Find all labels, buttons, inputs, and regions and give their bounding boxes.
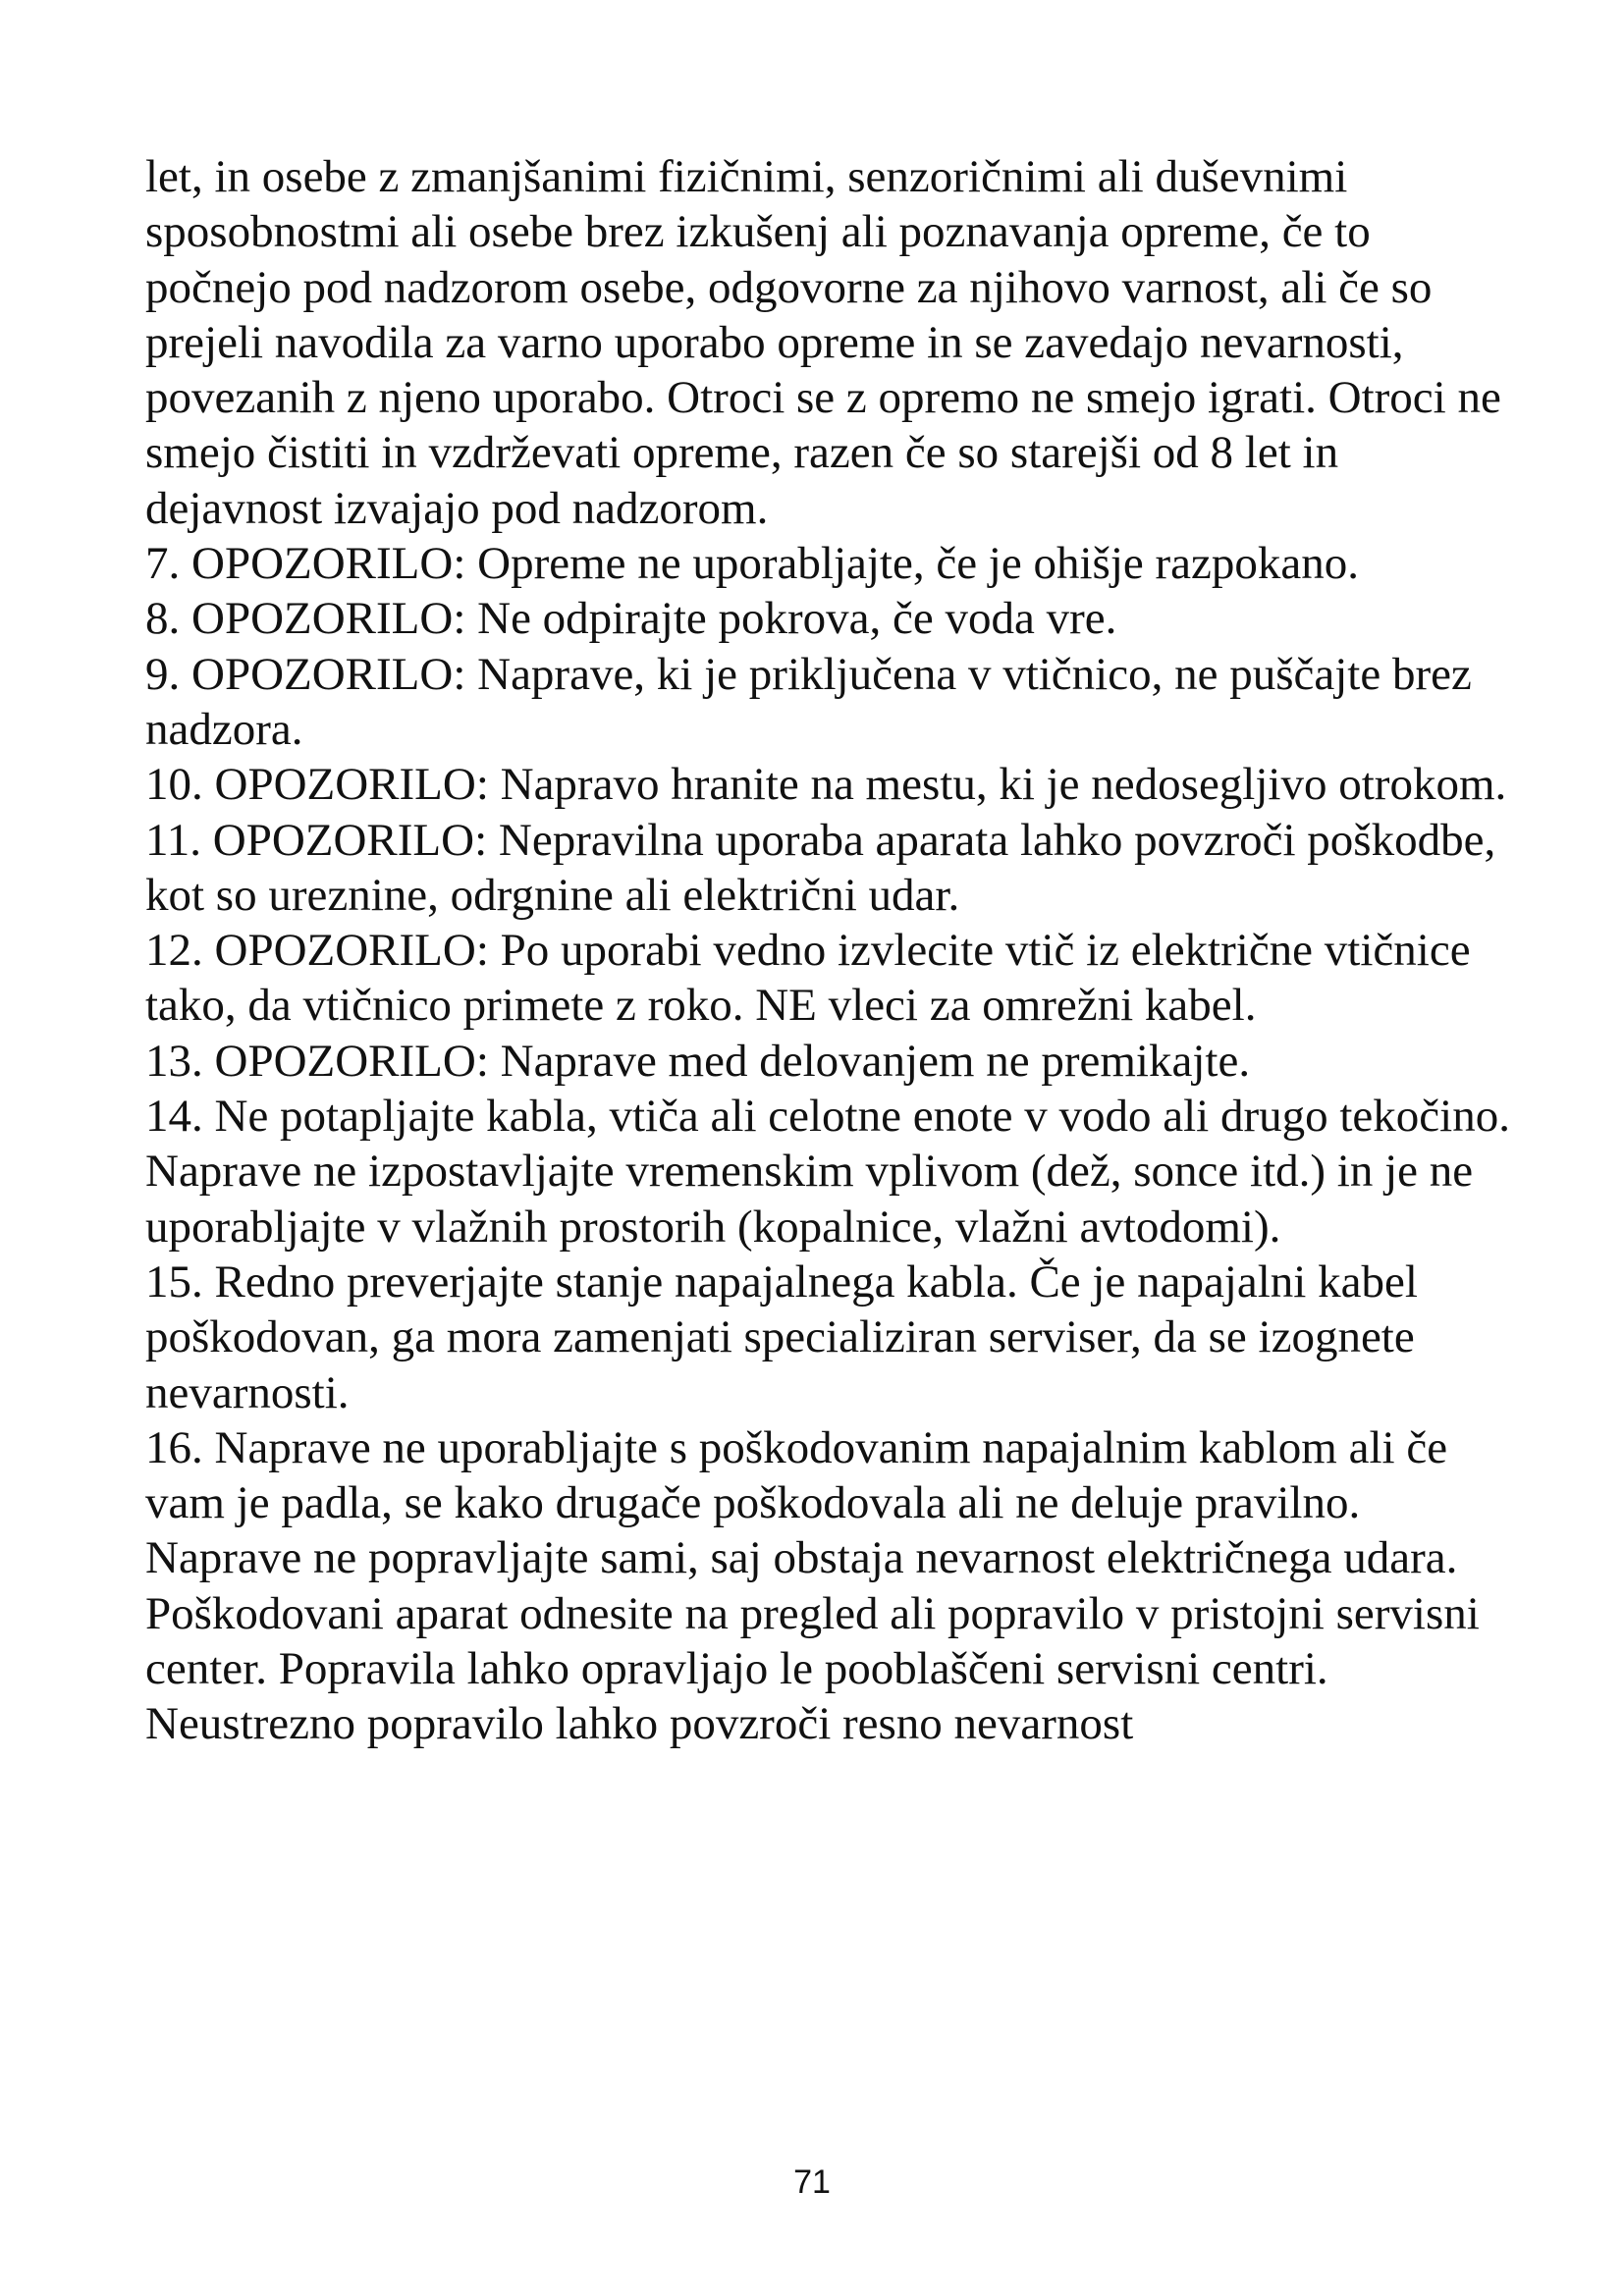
paragraph-continued-intro: let, in osebe z zmanjšanimi fizičnimi, senzoričnimi ali duševnimi sposobnostmi ali osebe brez izkušenj ali poznavanja opreme, če to počnejo pod nadzorom osebe, odgovorne za njihovo varnost, ali če so prejeli navodila za varno uporabo opreme in se zavedajo nevarnosti, povezanih z njeno uporabo. Otroci se z opremo ne smejo igrati. Otroci ne smejo čistiti in vzdrževati opreme, razen če so starejši od 8 let in dejavnost izvajajo pod nadzorom. [145, 151, 1501, 534]
instruction-item-16: 16. Naprave ne uporabljajte s poškodovanim napajalnim kablom ali če vam je padla, se kako drugače poškodovala ali ne deluje pravilno. Naprave ne popravljajte sami, saj obstaja nevarnost električnega udara. Poškodovani aparat odnesite na pregled ali popravilo v pristojni servisni center. Popravila lahko opravljajo le pooblaščeni servisni centri. Neustrezno popravilo lahko povzroči resno nevarnost [145, 1421, 1480, 1750]
instruction-item-14: 14. Ne potapljajte kabla, vtiča ali celotne enote v vodo ali drugo tekočino. Naprave ne izpostavljajte vremenskim vplivom (dež, sonce itd.) in je ne uporabljajte v vlažnih prostorih (kopalnice, vlažni avtodomi). [145, 1091, 1510, 1253]
document-body [145, 149, 1520, 1752]
warning-item-8: 8. OPOZORILO: Ne odpirajte pokrova, če voda vre. [145, 593, 1117, 645]
warning-item-11: 11. OPOZORILO: Nepravilna uporaba aparata lahko povzroči poškodbe, kot so ureznine, odrgnine ali električni udar. [145, 814, 1496, 921]
page-number: 71 [793, 2163, 831, 2201]
warning-item-9: 9. OPOZORILO: Naprave, ki je priključena v vtičnico, ne puščajte brez nadzora. [145, 648, 1472, 755]
instruction-item-15: 15. Redno preverjajte stanje napajalnega kabla. Če je napajalni kabel poškodovan, ga mora zamenjati specializiran serviser, da se izognete nevarnosti. [145, 1255, 1418, 1418]
warning-item-10: 10. OPOZORILO: Napravo hranite na mestu, ki je nedosegljivo otrokom. [145, 759, 1507, 811]
warning-item-7: 7. OPOZORILO: Opreme ne uporabljajte, če je ohišje razpokano. [145, 538, 1359, 590]
warning-item-12: 12. OPOZORILO: Po uporabi vedno izvlecite vtič iz električne vtičnice tako, da vtičnico primete z roko. NE vleci za omrežni kabel. [145, 925, 1471, 1032]
warning-item-13: 13. OPOZORILO: Naprave med delovanjem ne premikajte. [145, 1035, 1251, 1087]
